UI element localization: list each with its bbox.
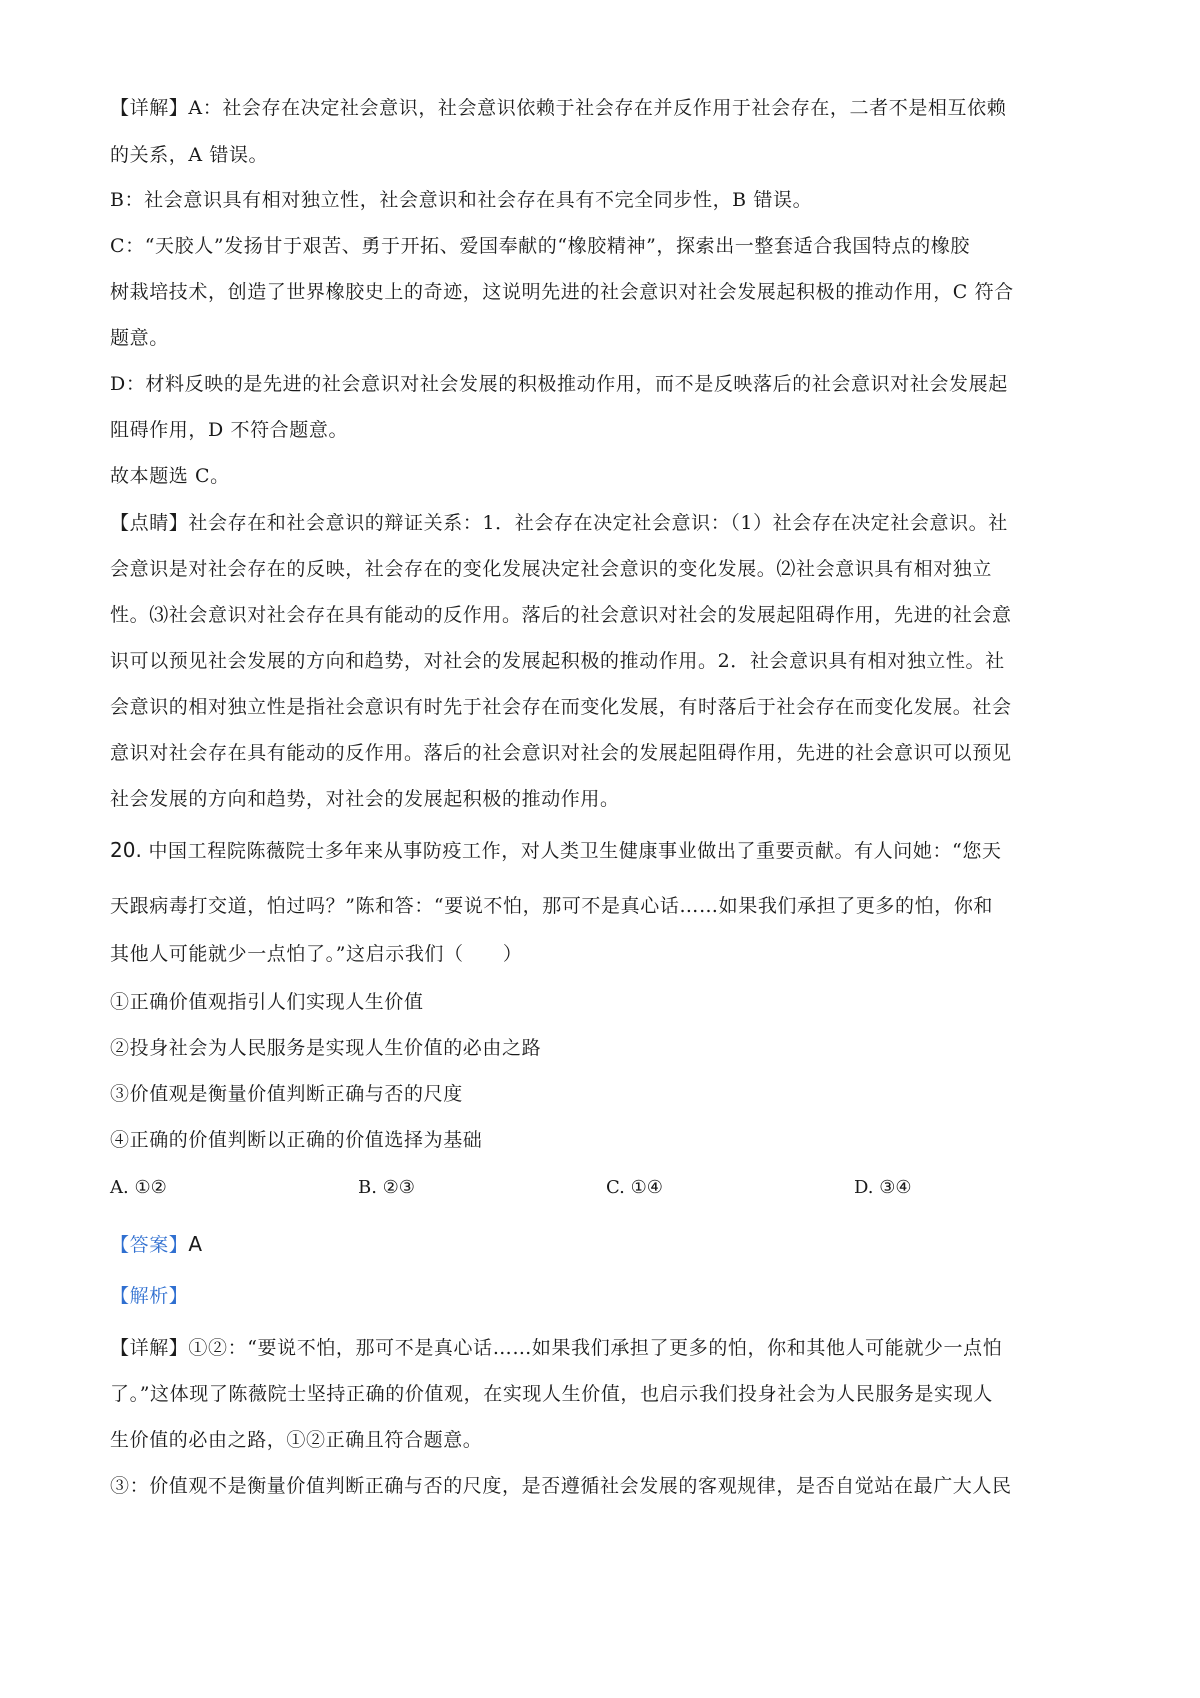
option-b[interactable]: B. ②③ xyxy=(358,1177,415,1198)
detail-line: 阻碍作用，D 不符合题意。 xyxy=(110,419,349,441)
detail-line: 的关系，A 错误。 xyxy=(110,144,269,166)
option-c[interactable]: C. ①④ xyxy=(606,1177,663,1198)
question-stem-line: 天跟病毒打交道，怕过吗？”陈和答：“要说不怕，那可不是真心话……如果我们承担了更多的怕，你和 xyxy=(110,895,994,917)
detail-line: 【详解】A：社会存在决定社会意识，社会意识依赖于社会存在并反作用于社会存在，二者不是相互依赖 xyxy=(110,97,1007,119)
statement-item: ①正确价值观指引人们实现人生价值 xyxy=(110,991,424,1013)
tip-line: 社会发展的方向和趋势，对社会的发展起积极的推动作用。 xyxy=(110,788,620,810)
answer-tag: 【答案】 xyxy=(110,1234,189,1256)
option-d[interactable]: D. ③④ xyxy=(854,1177,912,1198)
statement-item: ④正确的价值判断以正确的价值选择为基础 xyxy=(110,1129,483,1151)
detail-line: 题意。 xyxy=(110,327,169,349)
detail-line: 了。”这体现了陈薇院士坚持正确的价值观，在实现人生价值，也启示我们投身社会为人民服务是实现人 xyxy=(110,1383,993,1405)
tip-line: 性。⑶社会意识对社会存在具有能动的反作用。落后的社会意识对社会的发展起阻碍作用，先进的社会意 xyxy=(110,604,1012,626)
statement-item: ③价值观是衡量价值判断正确与否的尺度 xyxy=(110,1083,463,1105)
detail-line: 【详解】①②：“要说不怕，那可不是真心话……如果我们承担了更多的怕，你和其他人可能就少一点怕 xyxy=(110,1337,1003,1359)
detail-line: C：“天胶人”发扬甘于艰苦、勇于开拓、爱国奉献的“橡胶精神”，探索出一整套适合我国特点的橡胶 xyxy=(110,235,970,257)
conclusion-line: 故本题选 C。 xyxy=(110,465,230,487)
detail-line: ③：价值观不是衡量价值判断正确与否的尺度，是否遵循社会发展的客观规律，是否自觉站在最广大人民 xyxy=(110,1475,1012,1497)
tip-line: 【点睛】社会存在和社会意识的辩证关系：1．社会存在决定社会意识：（1）社会存在决定社会意识。社 xyxy=(110,512,1008,534)
tip-line: 会意识的相对独立性是指社会意识有时先于社会存在而变化发展，有时落后于社会存在而变化发展。社会 xyxy=(110,696,1012,718)
detail-line: 树栽培技术，创造了世界橡胶史上的奇迹，这说明先进的社会意识对社会发展起积极的推动作用，C 符合 xyxy=(110,281,1014,303)
detail-line: D：材料反映的是先进的社会意识对社会发展的积极推动作用，而不是反映落后的社会意识对社会发展起 xyxy=(110,373,1008,395)
question-stem-text: 中国工程院陈薇院士多年来从事防疫工作，对人类卫生健康事业做出了重要贡献。有人问她：“您天 xyxy=(148,840,1002,862)
answer-line xyxy=(110,1232,1100,1257)
answer-value: A xyxy=(188,1232,203,1256)
tip-line: 意识对社会存在具有能动的反作用。落后的社会意识对社会的发展起阻碍作用，先进的社会意识可以预见 xyxy=(110,742,1012,764)
tip-line: 会意识是对社会存在的反映，社会存在的变化发展决定社会意识的变化发展。⑵社会意识具有相对独立 xyxy=(110,558,993,580)
question-stem-line: 其他人可能就少一点怕了。”这启示我们（ ） xyxy=(110,943,523,965)
option-a[interactable]: A. ①② xyxy=(110,1177,167,1198)
tip-line: 识可以预见社会发展的方向和趋势，对社会的发展起积极的推动作用。2．社会意识具有相对独立性。社 xyxy=(110,650,1005,672)
analysis-tag: 【解析】 xyxy=(110,1285,189,1307)
analysis-line xyxy=(110,1284,1100,1308)
question-number: 20. xyxy=(110,838,142,862)
detail-line: 生价值的必由之路，①②正确且符合题意。 xyxy=(110,1429,483,1451)
detail-line: B：社会意识具有相对独立性，社会意识和社会存在具有不完全同步性，B 错误。 xyxy=(110,189,813,211)
statement-item: ②投身社会为人民服务是实现人生价值的必由之路 xyxy=(110,1037,542,1059)
question-stem xyxy=(110,838,1100,863)
